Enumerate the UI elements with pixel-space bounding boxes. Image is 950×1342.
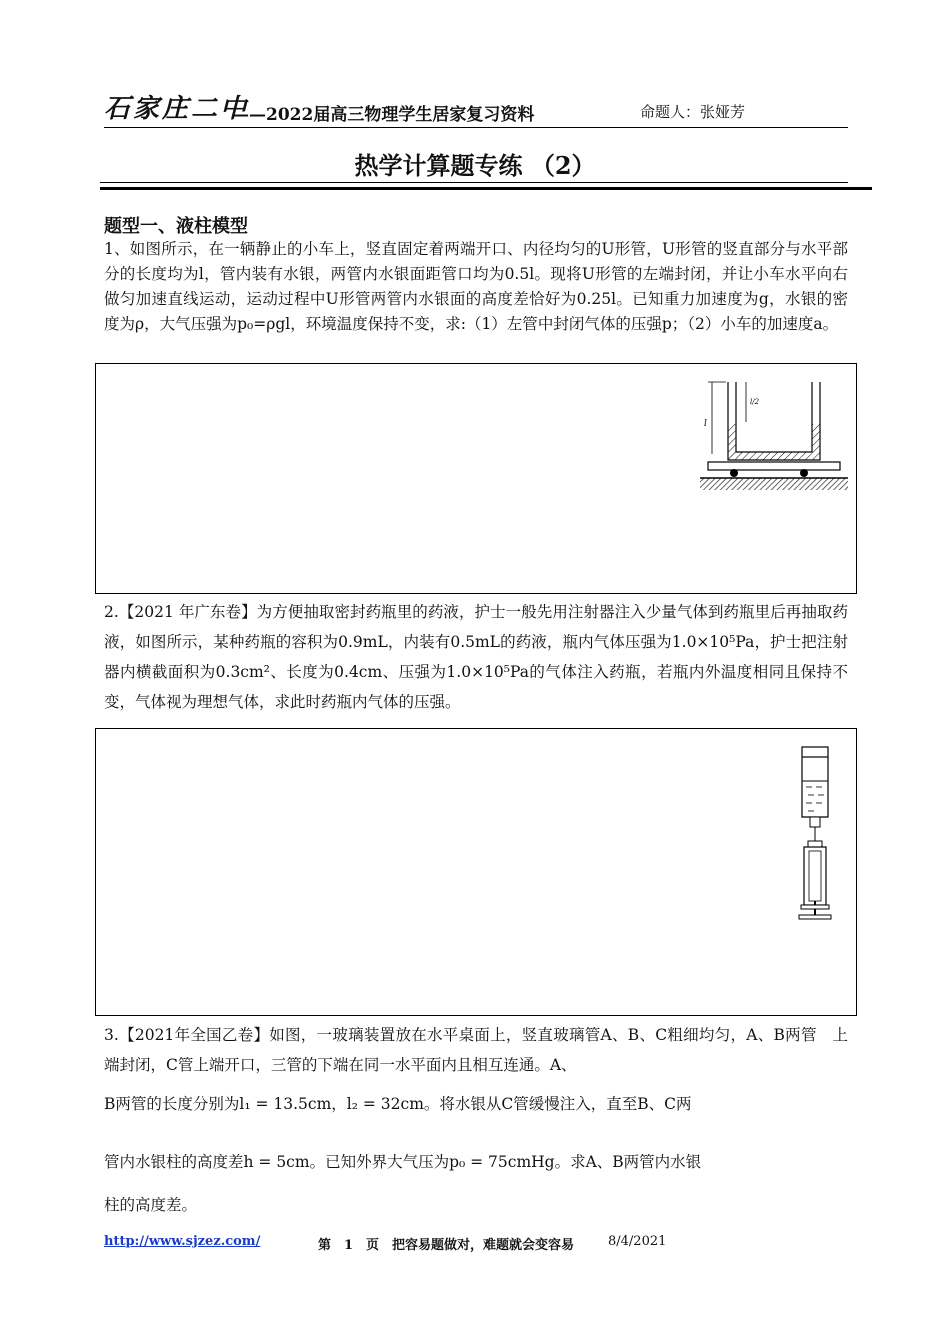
- question-3-line4: 柱的高度差。: [104, 1196, 198, 1214]
- question-3-line3: 管内水银柱的高度差h = 5cm。已知外界大气压为p₀ = 75cmHg。求A、B两管内水银: [104, 1153, 702, 1171]
- answer-box-2[interactable]: [95, 728, 857, 1016]
- question-2-text: 2.【2021 年广东卷】为方便抽取密封药瓶里的药液，护士一般先用注射器注入少量气体到药瓶里后再抽取药液，如图所示，某种药瓶的容积为0.9mL，内装有0.5mL的药液，瓶内气体压强为1.0×10⁵Pa，护士把注射器内横截面积为0.3cm²、长度为0.4cm、压强为1.0×10⁵Pa的气体注入药瓶，若瓶内外温度相同且保持不变，气体视为理想气体，求此时药瓶内气体的压强。: [104, 603, 848, 711]
- question-3-line2: B两管的长度分别为l₁ = 13.5cm，l₂ = 32cm。将水银从C管缓慢注入，直至B、C两: [104, 1095, 692, 1113]
- u-tube-cart-figure: [700, 374, 848, 494]
- syringe-vial-figure: [796, 745, 836, 925]
- header-rule: [104, 127, 848, 128]
- title-rule-thin: [100, 182, 848, 183]
- school-logo: 石家庄二中: [104, 94, 250, 124]
- footer-date: 8/4/2021: [608, 1234, 667, 1249]
- question-3-line1: 3.【2021年全国乙卷】如图，一玻璃装置放在水平桌面上，竖直玻璃管A、B、C粗细均匀，A、B两管 上端封闭，C管上端开口，三管的下端在同一水平面内且相互连通。A、: [104, 1026, 848, 1074]
- fig-label-half: l/2: [750, 398, 760, 406]
- footer-page-info: 第 1 页 把容易题做对，难题就会变容易: [318, 1238, 575, 1253]
- answer-box-1[interactable]: [95, 363, 857, 594]
- section-heading: 题型一、液柱模型: [104, 216, 248, 237]
- question-1-text: 1、如图所示，在一辆静止的小车上，竖直固定着两端开口、内径均匀的U形管，U形管的竖直部分与水平部分的长度均为l，管内装有水银，两管内水银面距管口均为0.5l。现将U形管的左端封闭，并让小车水平向右做匀加速直线运动，运动过程中U形管两管内水银面的高度差恰好为0.25l。已知重力加速度为g，水银的密度为ρ，大气压强为p₀=ρgl，环境温度保持不变，求:（1）左管中封闭气体的压强p；（2）小车的加速度a。: [104, 240, 848, 333]
- header-subtitle: ——2022届高三物理学生居家复习资料: [232, 105, 535, 125]
- title-rule-thick: [100, 187, 872, 190]
- header-author: 命题人：张娅芳: [640, 103, 746, 121]
- footer-url-link[interactable]: http://www.sjzez.com/: [104, 1234, 261, 1249]
- fig-label-l: l: [704, 419, 707, 429]
- page-title: 热学计算题专练 （2）: [354, 151, 596, 180]
